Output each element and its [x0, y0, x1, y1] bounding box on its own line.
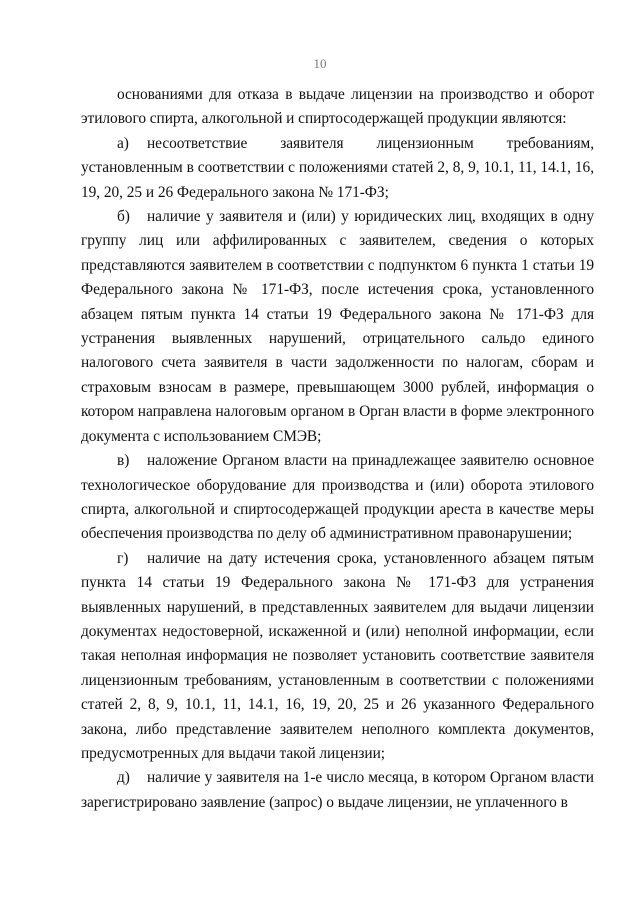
page-number: 10 — [313, 56, 327, 71]
list-marker: г) — [117, 549, 129, 567]
paragraph-text: наличие у заявителя и (или) у юридических лиц, входящих в одну группу лиц или аффилированных с заявителем, сведения о которых представляются заявителем в соответствии с подпунктом 6 пункта 1 статьи 19 Федерального закона № 171-ФЗ, после истечения срока, установленного абзацем пятым пункта 14 статьи 19 Федерального закона № 171-ФЗ для устранения выявленных нарушений, отрицательного сальдо единого налогового счета заявителя в части задолженности по налогам, сборам и страховым взносам в размере, превышающем 3000 рублей, информация о котором направлена налоговым органом в Орган власти в форме электронного документа с использованием СМЭВ; — [81, 208, 594, 445]
paragraph-text: несоответствие заявителя лицензионным требованиям, установленным в соответствии с положениями статей 2, 8, 9, 10.1, 11, 14.1, 16, 19, 20, 25 и 26 Федерального закона № 171-ФЗ; — [81, 134, 594, 201]
document-body — [81, 83, 594, 815]
list-item-v — [81, 449, 594, 547]
list-marker: б) — [117, 208, 130, 226]
list-item-a — [81, 132, 594, 205]
paragraph-text: наличие на дату истечения срока, установленного абзацем пятым пункта 14 статьи 19 Федерального закона № 171-ФЗ для устранения выявленных нарушений, в представленных заявителем для выдачи лицензии документах недостоверной, искаженной и (или) неполной информации, если такая неполная информация не позволяет установить соответствие заявителя лицензионным требованиям, установленным в соответствии с положениями статей 2, 8, 9, 10.1, 11, 14.1, 16, 19, 20, 25 и 26 указанного Федерального закона, либо представление заявителем неполного комплекта документов, предусмотренных для выдачи такой лицензии; — [81, 549, 594, 762]
paragraph-text: основаниями для отказа в выдаче лицензии на производство и оборот этилового спирта, алкогольной и спиртосодержащей продукции являются: — [81, 86, 594, 128]
list-item-d — [81, 766, 594, 815]
list-marker: а) — [117, 134, 129, 152]
list-marker: д) — [117, 769, 130, 787]
paragraph-text: наличие у заявителя на 1-е число месяца, в котором Органом власти зарегистрировано заявление (запрос) о выдаче лицензии, не уплаченного в — [81, 769, 594, 811]
list-marker: в) — [117, 452, 130, 470]
list-item-b — [81, 205, 594, 449]
paragraph-intro — [81, 83, 594, 132]
paragraph-text: наложение Органом власти на принадлежащее заявителю основное технологическое оборудование для производства и (или) оборота этилового спирта, алкогольной и спиртосодержащей продукции ареста в качестве меры обеспечения производства по делу об административном правонарушении; — [81, 452, 594, 543]
list-item-g — [81, 547, 594, 767]
